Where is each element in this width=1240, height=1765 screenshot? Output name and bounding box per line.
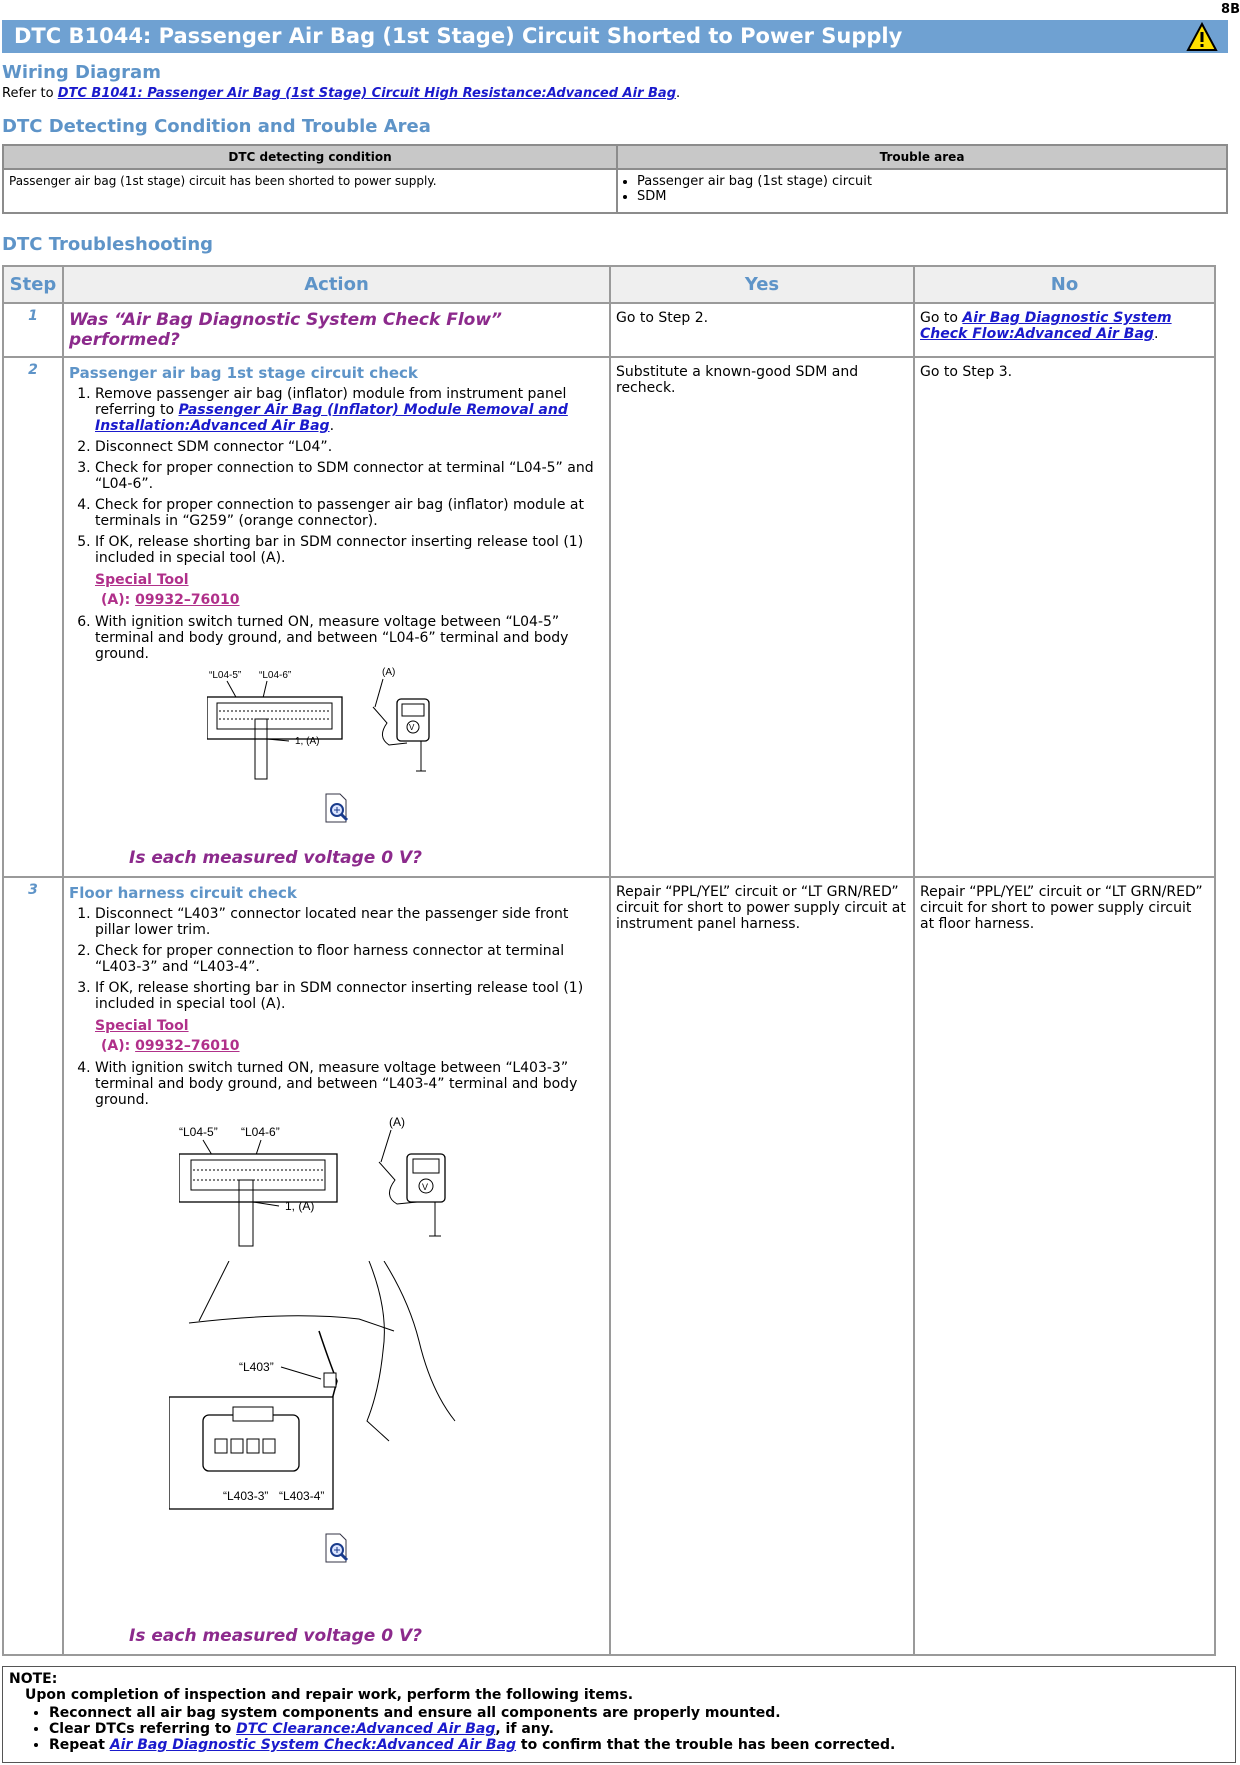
step3-item: 3. If OK, release shorting bar in SDM connector inserting release tool (1) included in special tool (A). Special Tool (A): 09932–76010 (95, 980, 604, 1054)
svg-text:“L04-5”: “L04-5” (179, 1125, 218, 1139)
svg-text:“L403”: “L403” (239, 1360, 274, 1374)
special-tool-link[interactable]: Special Tool (95, 1018, 189, 1034)
trouble-area-item: • SDM (637, 189, 1221, 204)
step2-no: Go to Step 3. (914, 357, 1215, 877)
svg-text:“L403-4”: “L403-4” (279, 1489, 325, 1503)
svg-text:“L04-5”: “L04-5” (209, 670, 242, 681)
yes-col-header: Yes (610, 266, 914, 303)
step1-yes: Go to Step 2. (610, 303, 914, 357)
page-title-text: DTC B1044: Passenger Air Bag (1st Stage) Circuit Shorted to Power Supply (14, 24, 903, 48)
zoom-icon[interactable] (324, 793, 350, 823)
sdm-connector-figure (207, 667, 487, 785)
step2-item: 5. If OK, release shorting bar in SDM connector inserting release tool (1) included in special tool (A). Special Tool (A): 09932–76010 (95, 534, 604, 608)
zoom-icon[interactable] (324, 1533, 350, 1563)
step3-no: Repair “PPL/YEL” circuit or “LT GRN/RED” circuit for short to power supply circuit at floor harness. (914, 877, 1215, 1655)
note-intro: Upon completion of inspection and repair work, perform the following items. (25, 1687, 634, 1703)
step3-item: 4. With ignition switch turned ON, measure voltage between “L403-3” terminal and body ground, and between “L403-4” terminal and body ground. (95, 1060, 604, 1108)
step-col-header: Step (3, 266, 63, 303)
svg-text:V: V (422, 1182, 429, 1192)
step3-yes: Repair “PPL/YEL” circuit or “LT GRN/RED” circuit for short to power supply circuit at instrument panel harness. (610, 877, 914, 1655)
action-col-header: Action (63, 266, 610, 303)
page-title (2, 20, 1228, 53)
step1-no: Go to Air Bag Diagnostic System Check Flow:Advanced Air Bag. (914, 303, 1215, 357)
step3-title: Floor harness circuit check (69, 884, 297, 902)
svg-text:1, (A): 1, (A) (285, 1199, 315, 1213)
step2-item: 6. With ignition switch turned ON, measure voltage between “L04-5” terminal and body ground, and between “L04-6” terminal and body ground. (95, 614, 604, 662)
step3-item: 2. Check for proper connection to floor harness connector at terminal “L403-3” and “L403-4”. (95, 943, 604, 975)
svg-text:(A): (A) (382, 667, 396, 678)
troubleshooting-table (2, 265, 1216, 1656)
svg-text:V: V (409, 723, 415, 732)
detecting-condition-cell: Passenger air bag (1st stage) circuit has been shorted to power supply. (3, 169, 617, 213)
trouble-area-item: • Passenger air bag (1st stage) circuit (637, 174, 1221, 189)
module-removal-link[interactable]: Passenger Air Bag (Inflator) Module Removal and Installation:Advanced Air Bag (95, 402, 568, 434)
step2-item: 4. Check for proper connection to passenger air bag (inflator) module at terminals in “G259” (orange connector). (95, 497, 604, 529)
special-tool-number: (A): 09932–76010 (101, 1038, 240, 1054)
note-item: • Repeat Air Bag Diagnostic System Check:Advanced Air Bag to confirm that the trouble has been corrected. (49, 1737, 1229, 1753)
no-col-header: No (914, 266, 1215, 303)
step-number: 1 (3, 303, 63, 357)
completion-note (2, 1666, 1236, 1763)
dtc-clearance-link[interactable]: DTC Clearance:Advanced Air Bag (236, 1721, 496, 1737)
step-number: 2 (3, 357, 63, 877)
troubleshooting-heading: DTC Troubleshooting (2, 234, 214, 255)
check-flow-link[interactable]: Air Bag Diagnostic System Check Flow:Advanced Air Bag (920, 310, 1172, 342)
warning-icon (1186, 22, 1218, 52)
note-label: NOTE: (9, 1671, 58, 1687)
special-tool-link[interactable]: Special Tool (95, 572, 189, 588)
step2-item: 3. Check for proper connection to SDM connector at terminal “L04-5” and “L04-6”. (95, 460, 604, 492)
step1-question: Was “Air Bag Diagnostic System Check Flow” performed? (69, 310, 503, 350)
step-row-2 (3, 357, 1215, 877)
wiring-diagram-heading: Wiring Diagram (2, 62, 161, 83)
note-item: • Reconnect all air bag system components and ensure all components are properly mounted. (49, 1705, 1229, 1721)
condition-heading: DTC Detecting Condition and Trouble Area (2, 116, 431, 137)
svg-text:“L04-6”: “L04-6” (241, 1125, 280, 1139)
step2-action (63, 357, 610, 877)
trouble-area-col-header: Trouble area (617, 145, 1227, 169)
svg-text:(A): (A) (389, 1115, 405, 1129)
step-row-3 (3, 877, 1215, 1655)
trouble-area-cell (617, 169, 1227, 213)
note-item: • Clear DTCs referring to DTC Clearance:Advanced Air Bag, if any. (49, 1721, 1229, 1737)
step-number: 3 (3, 877, 63, 1655)
step2-item: 1. Remove passenger air bag (inflator) module from instrument panel referring to Passenger Air Bag (Inflator) Module Removal and Installation:Advanced Air Bag. (95, 386, 604, 434)
step2-yes: Substitute a known-good SDM and recheck. (610, 357, 914, 877)
condition-col-header: DTC detecting condition (3, 145, 617, 169)
step2-title: Passenger air bag 1st stage circuit check (69, 364, 418, 382)
step2-item: 2. Disconnect SDM connector “L04”. (95, 439, 604, 455)
sdm-connector-figure (179, 1114, 499, 1249)
svg-text:“L04-6”: “L04-6” (259, 670, 292, 681)
wiring-reference: Refer to DTC B1041: Passenger Air Bag (1st Stage) Circuit High Resistance:Advanced Air Bag. (2, 86, 681, 101)
svg-text:1, (A): 1, (A) (295, 736, 320, 747)
step2-question: Is each measured voltage 0 V? (129, 848, 422, 868)
step-row-1 (3, 303, 1215, 357)
condition-table (2, 144, 1228, 214)
step3-action (63, 877, 610, 1655)
floor-harness-figure (169, 1261, 469, 1531)
system-check-link[interactable]: Air Bag Diagnostic System Check:Advanced Air Bag (109, 1737, 517, 1753)
svg-text:“L403-3”: “L403-3” (223, 1489, 269, 1503)
special-tool-number: (A): 09932–76010 (101, 592, 240, 608)
step3-question: Is each measured voltage 0 V? (129, 1626, 422, 1646)
page-section-tag: 8B (1221, 2, 1240, 17)
step3-item: 1. Disconnect “L403” connector located near the passenger side front pillar lower trim. (95, 906, 604, 938)
wiring-reference-link[interactable]: DTC B1041: Passenger Air Bag (1st Stage) Circuit High Resistance:Advanced Air Bag (57, 86, 676, 101)
